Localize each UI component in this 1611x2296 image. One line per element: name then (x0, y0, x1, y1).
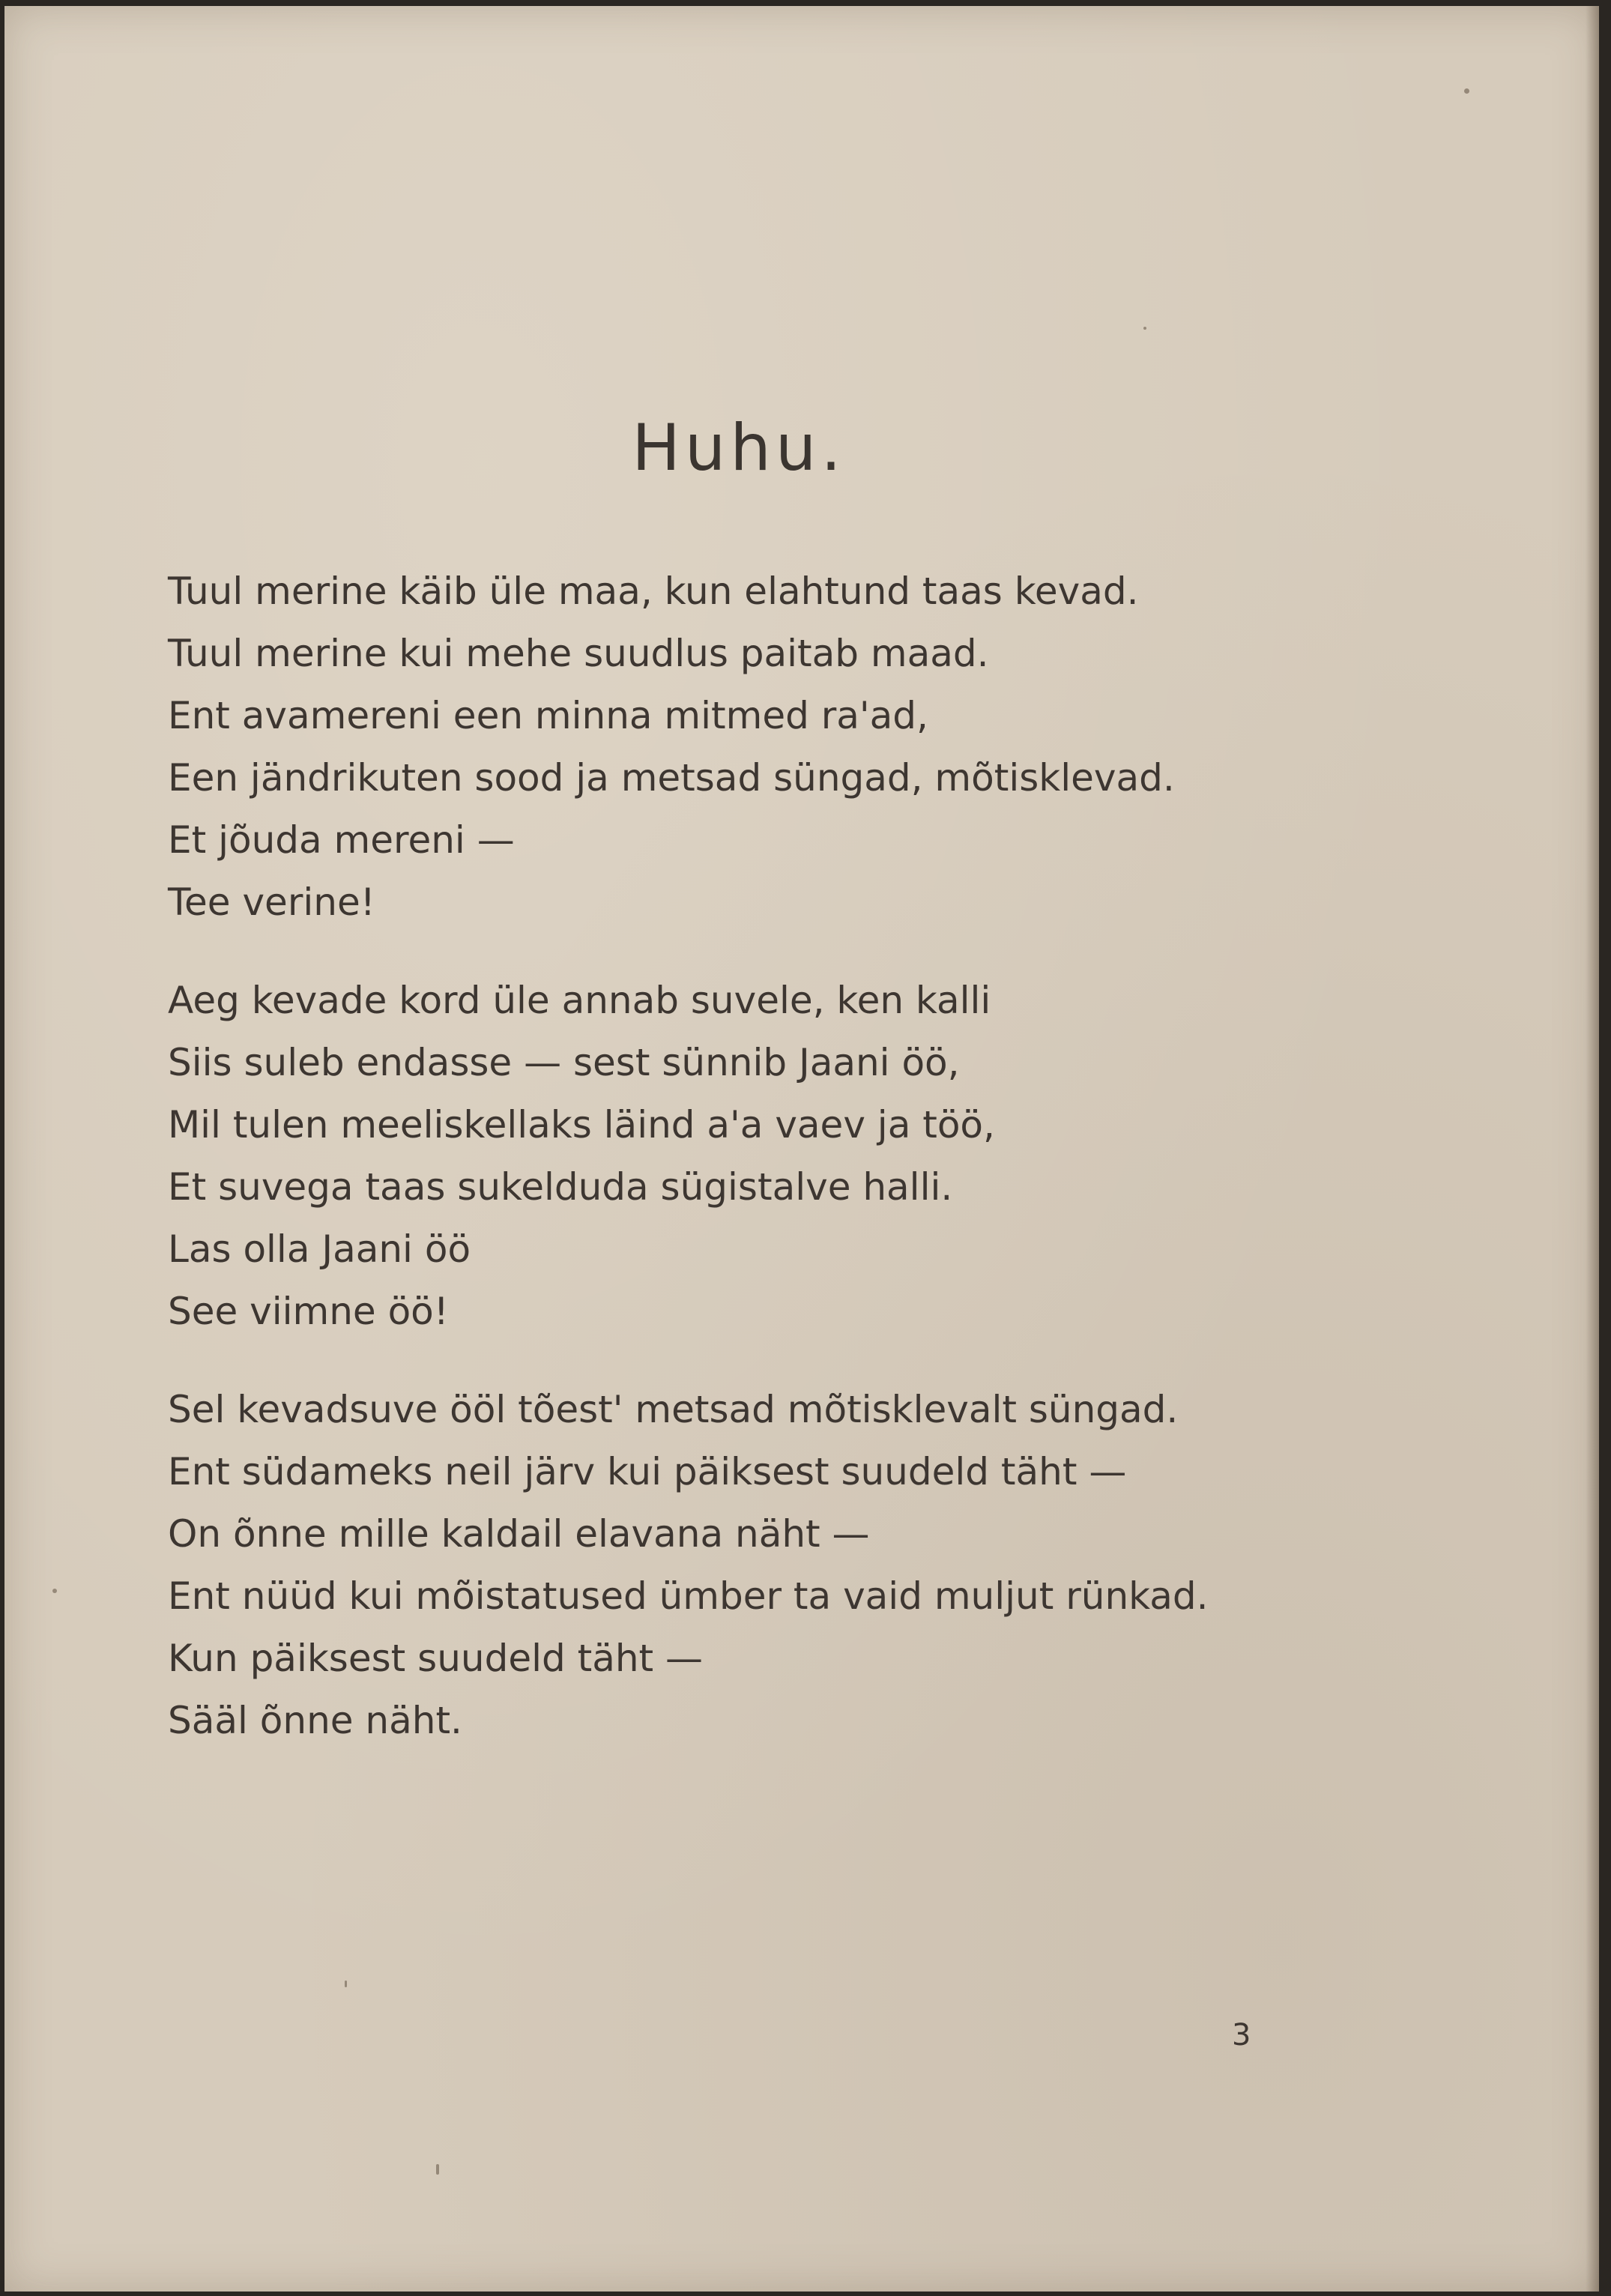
paper-speck (1143, 327, 1146, 330)
poem-line: Siis suleb endasse — sest sünnib Jaani öö, (168, 1041, 960, 1084)
poem-line: Sääl õnne näht. (168, 1699, 462, 1742)
poem-line: Ent avamereni een minna mitmed ra'ad, (168, 694, 928, 737)
poem-line: Tee verine! (168, 880, 375, 924)
poem-line: Ent südameks neil järv kui päiksest suudeld täht — (168, 1450, 1127, 1493)
poem-line: Et jõuda mereni — (168, 818, 515, 862)
poem-line: Een jändrikuten sood ja metsad süngad, mõtisklevad. (168, 756, 1175, 800)
page-number: 3 (1232, 2018, 1251, 2052)
poem-line: Ent nüüd kui mõistatused ümber ta vaid muljut rünkad. (168, 1574, 1209, 1618)
poem-line: Et suvega taas sukelduda sügistalve halli. (168, 1165, 953, 1209)
poem-line: Las olla Jaani öö (168, 1227, 471, 1271)
poem-line: On õnne mille kaldail elavana näht — (168, 1512, 870, 1556)
poem-line: Sel kevadsuve ööl tõest' metsad mõtisklevalt süngad. (168, 1388, 1179, 1431)
paper-speck (52, 1589, 57, 1593)
poem-line: Tuul merine käib üle maa, kun elahtund taas kevad. (168, 570, 1139, 613)
poem-line: Kun päiksest suudeld täht — (168, 1637, 704, 1680)
poem-body (168, 561, 1337, 1788)
poem-line: Mil tulen meeliskellaks läind a'a vaev ja töö, (168, 1103, 995, 1147)
poem-line: See viimne öö! (168, 1290, 449, 1333)
paper-speck (436, 2164, 439, 2175)
poem-line: Aeg kevade kord üle annab suvele, ken kalli (168, 979, 991, 1022)
paper-speck (1464, 88, 1469, 94)
stanza-1 (168, 561, 1337, 934)
stanza-2 (168, 970, 1337, 1343)
book-page (4, 6, 1599, 2292)
poem-line: Tuul merine kui mehe suudlus paitab maad. (168, 632, 989, 675)
poem-title: Huhu. (632, 411, 846, 486)
paper-speck (345, 1981, 347, 1987)
page-edge-shadow (1586, 6, 1599, 2292)
stanza-3 (168, 1379, 1337, 1752)
